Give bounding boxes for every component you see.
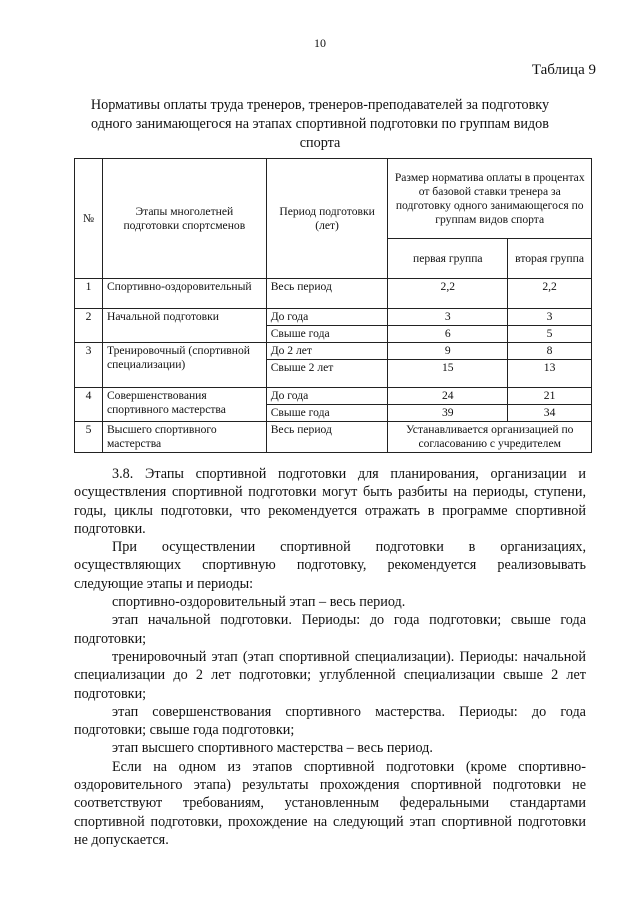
table-row bbox=[75, 422, 592, 453]
paragraph: спортивно-оздоровительный этап – весь период. bbox=[112, 594, 406, 611]
row-group1-value: 3 bbox=[388, 309, 508, 326]
paragraph: этап начальной подготовки. Периоды: до года подготовки; свыше года подготовки; bbox=[74, 612, 586, 647]
row-stage: Высшего спортивного мастерства bbox=[102, 422, 266, 453]
row-group2-value: 13 bbox=[508, 360, 592, 388]
row-no: 5 bbox=[75, 422, 103, 453]
table-row bbox=[75, 343, 592, 360]
table-label: Таблица 9 bbox=[531, 62, 596, 78]
row-stage: Тренировочный (спортивной специализации) bbox=[102, 343, 266, 388]
row-group2-value: 21 bbox=[508, 388, 592, 405]
paragraph: этап высшего спортивного мастерства – весь период. bbox=[112, 740, 433, 757]
header-group1: первая группа bbox=[388, 239, 508, 279]
row-merged-note: Устанавливается организацией по согласованию с учредителем bbox=[388, 422, 592, 453]
row-group1-value: 6 bbox=[388, 326, 508, 343]
row-group2-value: 34 bbox=[508, 405, 592, 422]
row-group1-value: 15 bbox=[388, 360, 508, 388]
row-group2-value: 8 bbox=[508, 343, 592, 360]
table-row bbox=[75, 309, 592, 326]
table-row bbox=[75, 388, 592, 405]
header-period: Период подготовки (лет) bbox=[266, 159, 388, 279]
row-no: 2 bbox=[75, 309, 103, 343]
header-size: Размер норматива оплаты в процентах от базовой ставки тренера за подготовку одного занимающегося по группам видов спорта bbox=[388, 159, 592, 239]
table-title: Нормативы оплаты труда тренеров, тренеров-преподавателей за подготовку одного занимающегося на этапах спортивной подготовки по группам видов спорта bbox=[90, 97, 550, 151]
row-group1-value: 9 bbox=[388, 343, 508, 360]
table-row bbox=[75, 279, 592, 309]
paragraph: При осуществлении спортивной подготовки в организациях, осуществляющих спортивную подготовку, рекомендуется реализовывать следующие этапы и периоды: bbox=[74, 539, 586, 592]
paragraph: 3.8. Этапы спортивной подготовки для планирования, организации и осуществления спортивной подготовки могут быть разбиты на периоды, ступени, годы, циклы подготовки, что рекомендуется отражать в программе спортивной подготовки. bbox=[74, 466, 586, 537]
row-period: До года bbox=[266, 309, 388, 326]
row-group1-value: 24 bbox=[388, 388, 508, 405]
row-period: До 2 лет bbox=[266, 343, 388, 360]
paragraph: Если на одном из этапов спортивной подготовки (кроме спортивно-оздоровительного этапа) результаты прохождения спортивной подготовки не соответствуют требованиям, установленным федеральными стандартами спортивной подготовки, прохождение на следующий этап спортивной подготовки не допускается. bbox=[74, 758, 586, 848]
paragraph: тренировочный этап (этап спортивной специализации). Периоды: начальной специализации до 2 лет подготовки; углубленной специализации свыше 2 лет подготовки; bbox=[74, 648, 586, 702]
page-number: 10 bbox=[314, 36, 326, 50]
row-period: Свыше 2 лет bbox=[266, 360, 388, 388]
norms-table bbox=[74, 158, 592, 453]
row-group2-value: 5 bbox=[508, 326, 592, 343]
row-stage: Спортивно-оздоровительный bbox=[102, 279, 266, 309]
row-period: Свыше года bbox=[266, 405, 388, 422]
row-no: 1 bbox=[75, 279, 103, 309]
header-stages: Этапы многолетней подготовки спортсменов bbox=[102, 159, 266, 279]
header-group2: вторая группа bbox=[508, 239, 592, 279]
header-no: № bbox=[75, 159, 103, 279]
row-group2-value: 2,2 bbox=[508, 279, 592, 309]
table-header-row bbox=[75, 159, 592, 239]
body-text bbox=[74, 465, 586, 849]
paragraph: этап совершенствования спортивного мастерства. Периоды: до года подготовки; свыше года подготовки; bbox=[74, 703, 586, 739]
row-period: До года bbox=[266, 388, 388, 405]
row-group2-value: 3 bbox=[508, 309, 592, 326]
row-group1-value: 2,2 bbox=[388, 279, 508, 309]
row-period: Весь период bbox=[266, 279, 388, 309]
row-stage: Совершенствования спортивного мастерства bbox=[102, 388, 266, 422]
row-period: Свыше года bbox=[266, 326, 388, 343]
row-group1-value: 39 bbox=[388, 405, 508, 422]
row-period: Весь период bbox=[266, 422, 388, 453]
row-no: 3 bbox=[75, 343, 103, 388]
row-stage: Начальной подготовки bbox=[102, 309, 266, 343]
row-no: 4 bbox=[75, 388, 103, 422]
